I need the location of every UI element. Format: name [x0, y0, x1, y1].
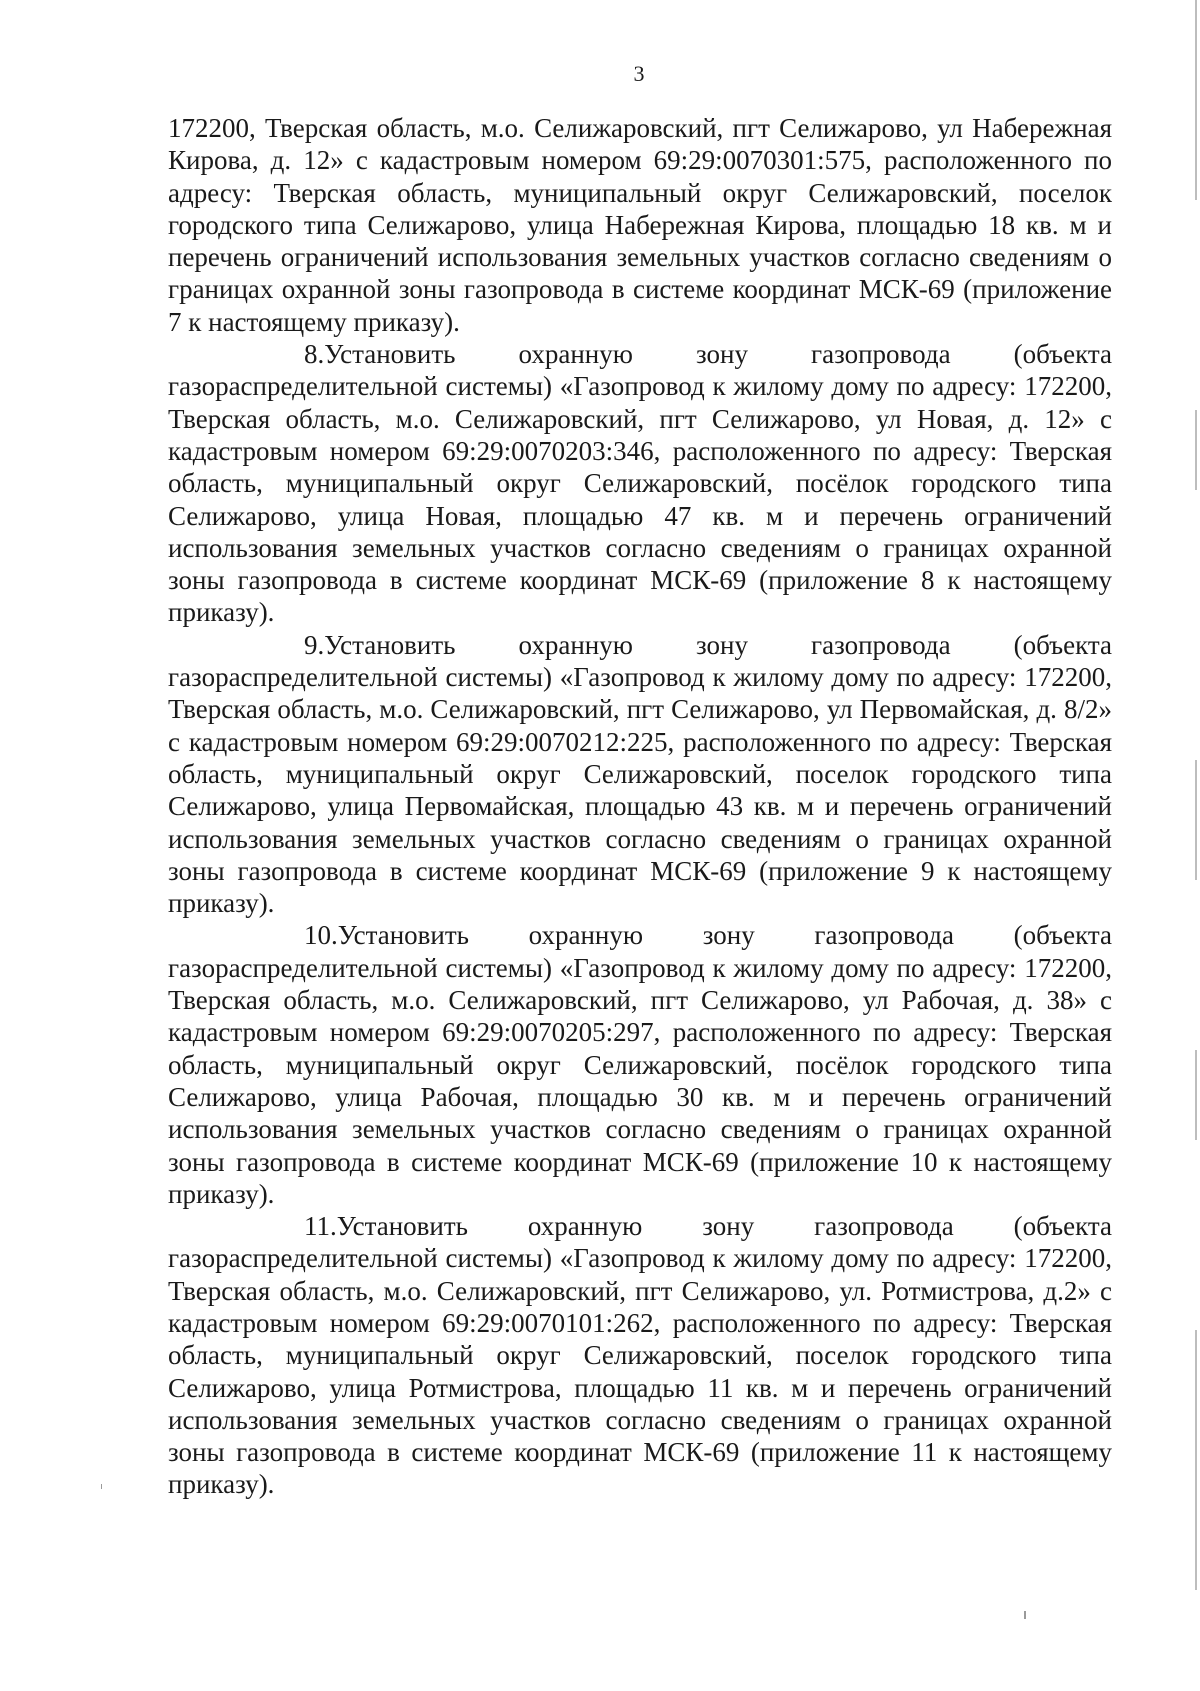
- scan-edge-line: [1195, 410, 1197, 490]
- scan-speck: [1024, 1611, 1026, 1619]
- scan-speck: [101, 1484, 102, 1489]
- paragraph-text: Установить охранную зону газопровода (объекта газораспределительной системы) «Газопровод к жилому дому по адресу: 172200, Тверская область, м.о. Селижаровский, пгт Селижарово, ул Рабочая, д. 38» с кадастровым номером 69:29:0070205:297, расположенного по адресу: Тверская область, муниципальный округ Селижаровский, посёлок городского типа Селижарово, улица Рабочая, площадью 30 кв. м и перечень ограничений использования земельных участков согласно сведениям о границах охранной зоны газопровода в системе координат МСК-69 (приложение 10 к настоящему приказу).: [168, 920, 1112, 1209]
- scan-edge-line: [1195, 1330, 1197, 1590]
- paragraph-text: 172200, Тверская область, м.о. Селижаровский, пгт Селижарово, ул Набережная Кирова, д. 12» с кадастровым номером 69:29:0070301:575, расположенного по адресу: Тверская область, муниципальный округ Селижаровский, поселок городского типа Селижарово, улица Набережная Кирова, площадью 18 кв. м и перечень ограничений использования земельных участков согласно сведениям о границах охранной зоны газопровода в системе координат МСК-69 (приложение 7 к настоящему приказу).: [168, 113, 1112, 337]
- paragraph-text: Установить охранную зону газопровода (объекта газораспределительной системы) «Газопровод к жилому дому по адресу: 172200, Тверская область, м.о. Селижаровский, пгт Селижарово, ул Первомайская, д. 8/2» с кадастровым номером 69:29:0070212:225, расположенного по адресу: Тверская область, муниципальный округ Селижаровский, поселок городского типа Селижарово, улица Первомайская, площадью 43 кв. м и перечень ограничений использования земельных участков согласно сведениям о границах охранной зоны газопровода в системе координат МСК-69 (приложение 9 к настоящему приказу).: [168, 629, 1112, 919]
- page-number: 3: [633, 61, 645, 86]
- paragraph-number: 11.: [304, 1211, 337, 1242]
- paragraph-number: 10.: [304, 920, 338, 951]
- paragraph-text: Установить охранную зону газопровода (объекта газораспределительной системы) «Газопровод к жилому дому по адресу: 172200, Тверская область, м.о. Селижаровский, пгт Селижарово, ул. Ротмистрова, д.2» с кадастровым номером 69:29:0070101:262, расположенного по адресу: Тверская область, муниципальный округ Селижаровский, поселок городского типа Селижарово, улица Ротмистрова, площадью 11 кв. м и перечень ограничений использования земельных участков согласно сведениям о границах охранной зоны газопровода в системе координат МСК-69 (приложение 11 к настоящему приказу).: [168, 1211, 1112, 1500]
- scan-edge-line: [1195, 760, 1197, 880]
- paragraph-continuation: [168, 112, 1112, 338]
- paragraph-number: 9.: [304, 629, 325, 660]
- paragraph-item-11: [168, 1210, 1112, 1501]
- document-body: [168, 112, 1112, 1501]
- scan-edge-line: [1195, 0, 1197, 200]
- paragraph-number: 8.: [304, 339, 325, 370]
- paragraph-text: Установить охранную зону газопровода (объекта газораспределительной системы) «Газопровод к жилому дому по адресу: 172200, Тверская область, м.о. Селижаровский, пгт Селижарово, ул Новая, д. 12» с кадастровым номером 69:29:0070203:346, расположенного по адресу: Тверская область, муниципальный округ Селижаровский, посёлок городского типа Селижарово, улица Новая, площадью 47 кв. м и перечень ограничений использования земельных участков согласно сведениям о границах охранной зоны газопровода в системе координат МСК-69 (приложение 8 к настоящему приказу).: [168, 339, 1112, 628]
- paragraph-item-10: [168, 919, 1112, 1210]
- paragraph-item-9: [168, 629, 1112, 920]
- scan-edge-line: [1195, 1050, 1197, 1140]
- paragraph-item-8: [168, 338, 1112, 629]
